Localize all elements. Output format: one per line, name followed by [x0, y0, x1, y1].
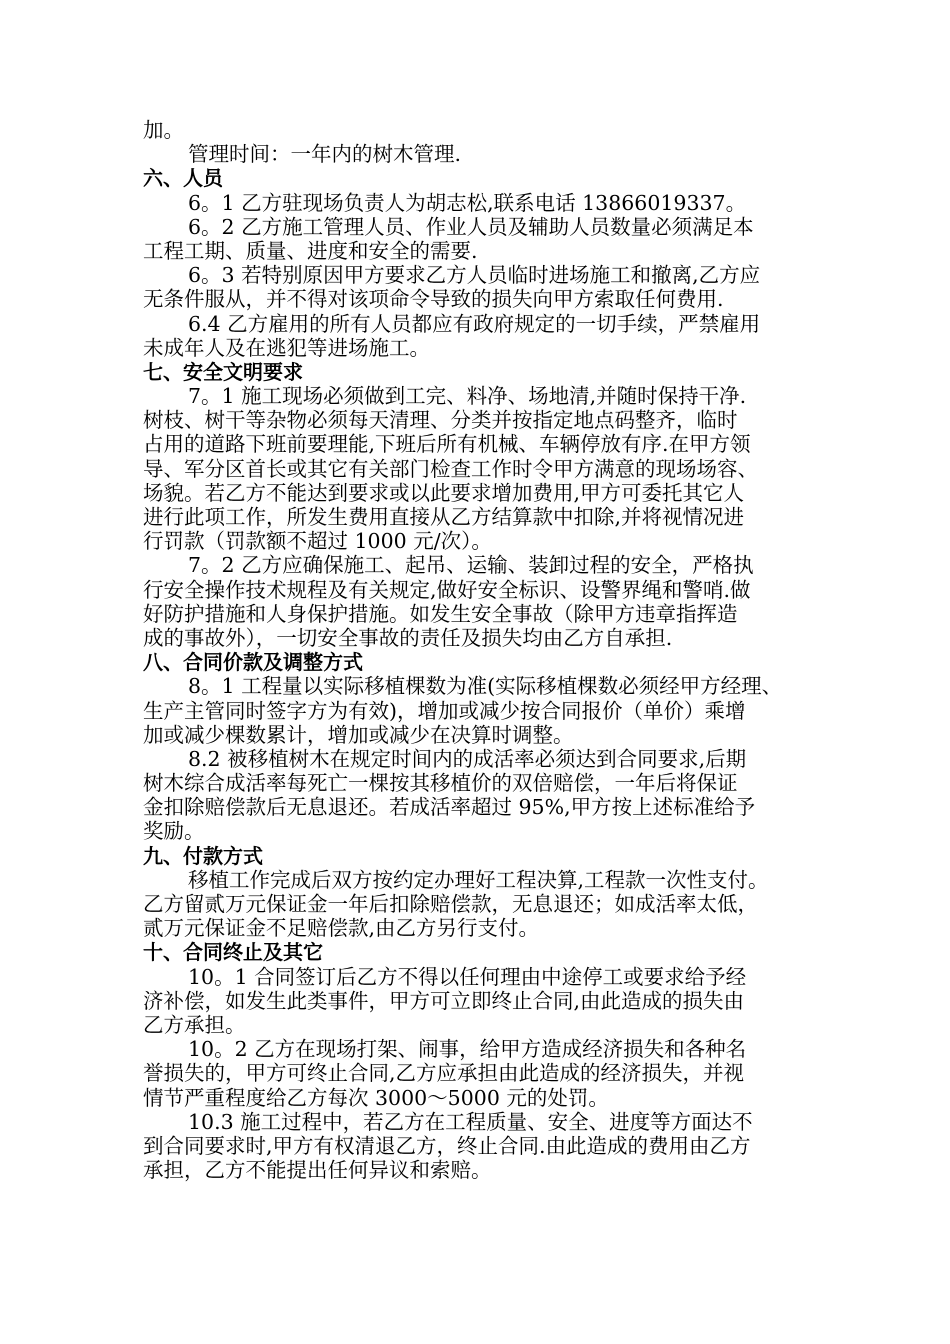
text-line: 6.4 乙方雇用的所有人员都应有政府规定的一切手续，严禁雇用: [188, 311, 761, 336]
text-line: 成的事故外），一切安全事故的责任及损失均由乙方自承担.: [143, 625, 673, 650]
text-line: 奖励。: [143, 819, 205, 844]
text-line: 7。1 施工现场必须做到工完、料净、场地清,并随时保持干净.: [188, 384, 747, 409]
text-line: 10。1 合同签订后乙方不得以任何理由中途停工或要求给予经: [188, 964, 747, 989]
text-line: 移植工作完成后双方按约定办理好工程决算,工程款一次性支付。: [188, 867, 769, 892]
text-line: 乙方留贰万元保证金一年后扣除赔偿款，无息退还；如成活率太低，: [143, 892, 758, 916]
section-heading: 七、安全文明要求: [143, 359, 303, 384]
section-heading: 六、人员: [143, 166, 223, 191]
text-line: 加。: [143, 118, 184, 142]
document-body: [143, 118, 823, 1182]
text-line: 乙方承担。: [143, 1012, 246, 1037]
text-line: 场貌。若乙方不能达到要求或以此要求增加费用,甲方可委托其它人: [143, 480, 745, 505]
text-line: 树木综合成活率每死亡一棵按其移植价的双倍赔偿，一年后将保证: [143, 771, 738, 796]
text-line: 8.2 被移植树木在规定时间内的成活率必须达到合同要求,后期: [188, 746, 747, 771]
text-line: 导、军分区首长或其它有关部门检查工作时令甲方满意的现场场容、: [143, 456, 758, 481]
text-line: 7。2 乙方应确保施工、起吊、运输、装卸过程的安全，严格执: [188, 553, 754, 578]
text-line: 6。1 乙方驻现场负责人为胡志松,联系电话 13866019337。: [188, 190, 747, 215]
text-line: 到合同要求时,甲方有权清退乙方，终止合同.由此造成的费用由乙方: [143, 1133, 751, 1158]
text-line: 占用的道路下班前要理能,下班后所有机械、车辆停放有序.在甲方领: [143, 432, 751, 457]
text-line: 未成年人及在逃犯等进场施工。: [143, 335, 430, 360]
text-line: 加或减少棵数累计，增加或减少在决算时调整。: [143, 722, 574, 747]
text-line: 进行此项工作，所发生费用直接从乙方结算款中扣除,并将视情况进: [143, 505, 745, 529]
text-line: 树枝、树干等杂物必须每天清理、分类并按指定地点码整齐，临时: [143, 408, 738, 433]
text-line: 济补偿，如发生此类事件，甲方可立即终止合同,由此造成的损失由: [143, 988, 745, 1013]
text-line: 10.3 施工过程中，若乙方在工程质量、安全、进度等方面达不: [188, 1109, 753, 1134]
text-line: 生产主管同时签字方为有效)，增加或减少按合同报价（单价）乘增: [143, 698, 746, 723]
text-line: 情节严重程度给乙方每次 3000～5000 元的处罚。: [143, 1085, 609, 1110]
text-line: 承担，乙方不能提出任何异议和索赔。: [143, 1158, 492, 1183]
section-heading: 十、合同终止及其它: [143, 940, 323, 965]
text-line: 贰万元保证金不足赔偿款,由乙方另行支付。: [143, 916, 540, 941]
text-line: 无条件服从，并不得对该项命令导致的损失向甲方索取任何费用.: [143, 287, 724, 312]
section-heading: 九、付款方式: [143, 843, 263, 868]
text-line: 10。2 乙方在现场打架、闹事，给甲方造成经济损失和各种名: [188, 1037, 747, 1062]
text-line: 行罚款（罚款额不超过 1000 元/次）。: [143, 529, 492, 554]
text-line: 管理时间：一年内的树木管理.: [188, 142, 462, 167]
text-line: 8。1 工程量以实际移植棵数为准(实际移植棵数必须经甲方经理、: [188, 674, 783, 699]
text-line: 好防护措施和人身保护措施。如发生安全事故（除甲方违章指挥造: [143, 601, 738, 626]
text-line: 金扣除赔偿款后无息退还。若成活率超过 95%,甲方按上述标准给予: [143, 795, 756, 820]
section-heading: 八、合同价款及调整方式: [143, 650, 363, 675]
text-line: 誉损失的，甲方可终止合同,乙方应承担由此造成的经济损失，并视: [143, 1061, 745, 1086]
text-line: 行安全操作技术规程及有关规定,做好安全标识、设警界绳和警哨.做: [143, 577, 751, 602]
text-line: 6。3 若特别原因甲方要求乙方人员临时进场施工和撤离,乙方应: [188, 263, 761, 288]
text-line: 工程工期、质量、进度和安全的需要.: [143, 238, 478, 263]
text-line: 6。2 乙方施工管理人员、作业人员及辅助人员数量必须满足本: [188, 214, 754, 239]
